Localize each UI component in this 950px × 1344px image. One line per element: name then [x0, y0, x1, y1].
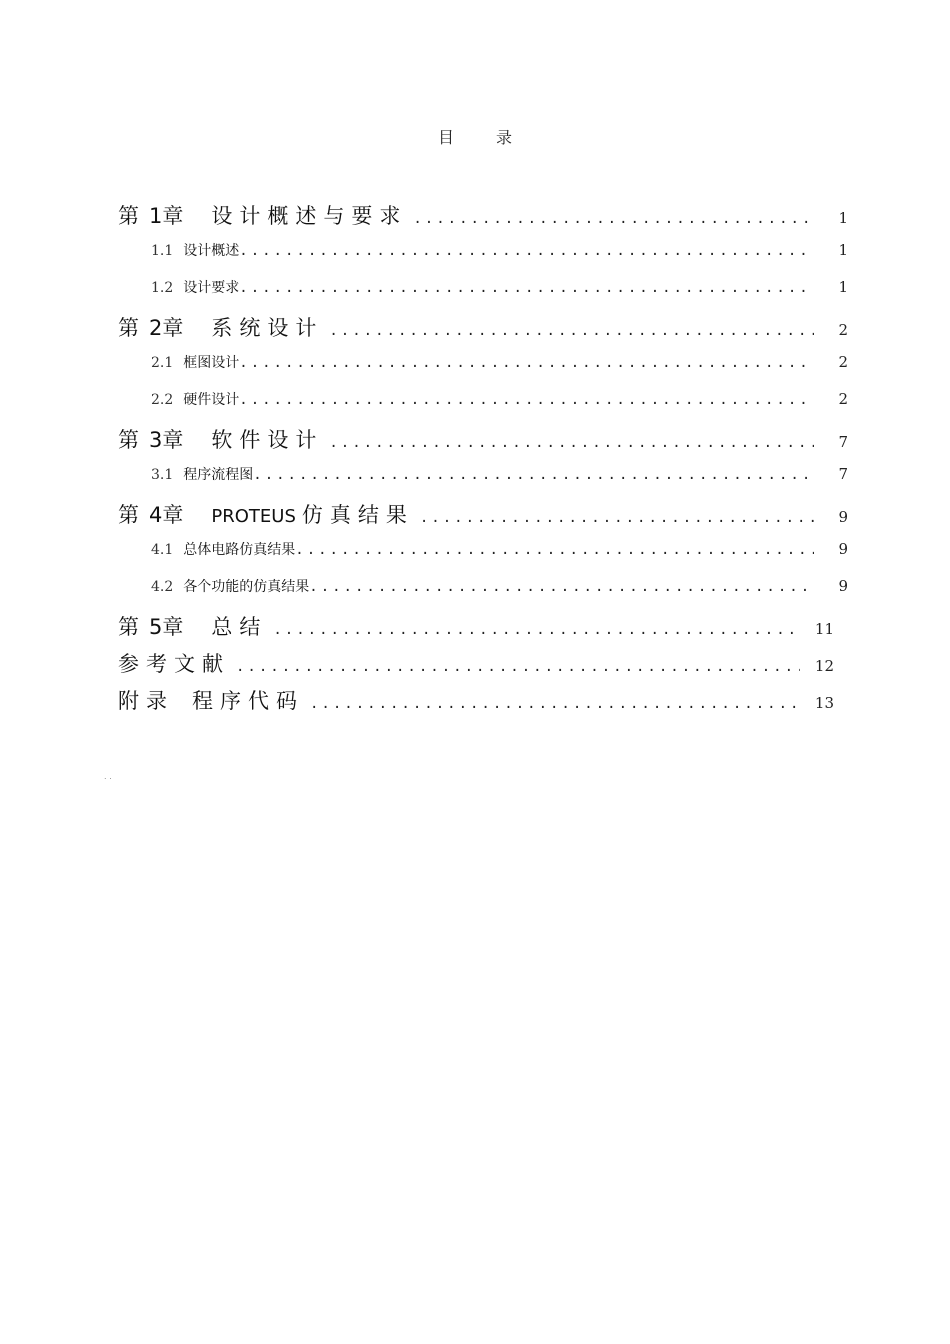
page-number: 2 — [838, 390, 848, 408]
dot-leader — [236, 659, 800, 675]
toc-chapter-1[interactable] — [118, 200, 848, 230]
appendix-prefix: 附录 — [118, 689, 174, 713]
section-number: 1.2 — [151, 280, 174, 296]
dot-leader — [413, 211, 814, 227]
chapter-title: 软件设计 — [211, 428, 324, 452]
margin-mark: . . — [104, 772, 112, 781]
section-title: 设计概述 — [183, 243, 240, 259]
toc-section-4-1[interactable] — [118, 539, 848, 559]
dot-leader — [295, 542, 814, 558]
section-number: 4.2 — [151, 579, 174, 595]
chapter-title-en: PROTEUS — [211, 506, 296, 527]
dot-leader — [310, 696, 800, 712]
section-number: 4.1 — [151, 542, 174, 558]
toc-chapter-2[interactable] — [118, 312, 848, 342]
toc-section-1-2[interactable] — [118, 277, 848, 297]
toc-title-right: 录 — [496, 128, 513, 147]
page-number: 9 — [838, 540, 848, 558]
chapter-number: 1章 — [149, 204, 184, 228]
chapter-title: 设计概述与要求 — [211, 204, 408, 228]
dot-leader — [239, 355, 814, 371]
dot-leader — [239, 243, 814, 259]
page-number: 9 — [838, 508, 848, 526]
section-number: 3.1 — [151, 467, 174, 483]
toc-section-4-2[interactable] — [118, 576, 848, 596]
dot-leader — [239, 280, 814, 296]
section-number: 1.1 — [151, 243, 174, 259]
toc-chapter-4[interactable] — [118, 499, 848, 529]
toc-chapter-5[interactable] — [118, 611, 848, 641]
dot-leader — [239, 392, 814, 408]
chapter-prefix: 第 — [118, 615, 139, 639]
page-number: 12 — [814, 657, 834, 675]
dot-leader — [253, 467, 814, 483]
dot-leader — [329, 435, 814, 451]
toc-section-3-1[interactable] — [118, 464, 848, 484]
chapter-title: 总结 — [211, 615, 268, 639]
page-number: 7 — [838, 465, 848, 483]
chapter-number: 2章 — [149, 316, 184, 340]
section-title: 各个功能的仿真结果 — [183, 579, 310, 595]
toc-chapter-3[interactable] — [118, 424, 848, 454]
section-number: 2.1 — [151, 355, 174, 371]
chapter-prefix: 第 — [118, 316, 139, 340]
toc-section-1-1[interactable] — [118, 240, 848, 260]
page-number: 2 — [838, 353, 848, 371]
chapter-number: 4章 — [149, 503, 184, 527]
section-title: 硬件设计 — [183, 392, 240, 408]
chapter-title: 系统设计 — [211, 316, 324, 340]
page-number: 1 — [838, 241, 848, 259]
section-number: 2.2 — [151, 392, 174, 408]
chapter-number: 5章 — [149, 615, 184, 639]
section-title: 程序流程图 — [183, 467, 254, 483]
page-number: 1 — [838, 278, 848, 296]
page-number: 11 — [814, 620, 834, 638]
page-number: 13 — [814, 694, 834, 712]
chapter-prefix: 第 — [118, 204, 139, 228]
section-title: 框图设计 — [183, 355, 240, 371]
references-title: 参考文献 — [118, 652, 230, 676]
page-number: 9 — [838, 577, 848, 595]
section-title: 总体电路仿真结果 — [183, 542, 296, 558]
chapter-prefix: 第 — [118, 428, 139, 452]
chapter-prefix: 第 — [118, 503, 139, 527]
toc-references[interactable] — [118, 648, 848, 678]
section-title: 设计要求 — [183, 280, 240, 296]
dot-leader — [420, 510, 814, 526]
page-number: 7 — [838, 433, 848, 451]
toc-section-2-1[interactable] — [118, 352, 848, 372]
chapter-number: 3章 — [149, 428, 184, 452]
toc-title — [0, 125, 950, 148]
dot-leader — [329, 323, 814, 339]
dot-leader — [309, 579, 814, 595]
appendix-title: 程序代码 — [192, 689, 304, 713]
toc-appendix[interactable] — [118, 685, 848, 715]
chapter-title: 仿真结果 — [301, 503, 414, 527]
toc-section-2-2[interactable] — [118, 389, 848, 409]
toc-title-left: 目 — [437, 128, 454, 147]
page-number: 2 — [838, 321, 848, 339]
page-number: 1 — [838, 209, 848, 227]
dot-leader — [273, 622, 800, 638]
